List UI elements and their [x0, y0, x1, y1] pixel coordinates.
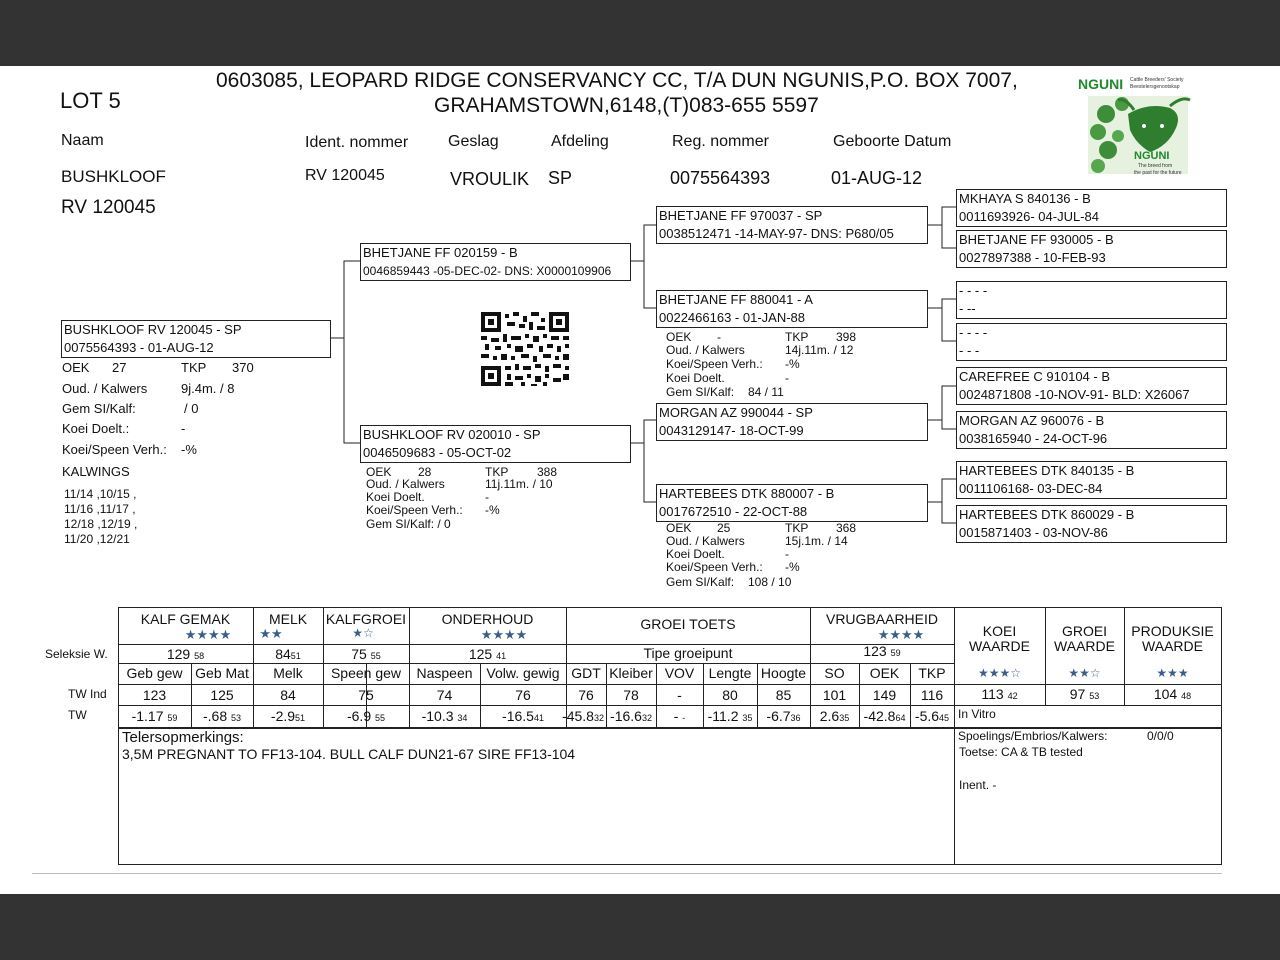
produksie-waarde-label-1: PRODUKSIE: [1131, 623, 1214, 639]
ss-name: BHETJANE FF 970037 - SP: [659, 208, 823, 223]
dam-oud: 11j.11m. / 10: [485, 477, 553, 491]
g4-name: BHETJANE FF 930005 - B: [959, 232, 1114, 247]
sd-oek-label: OEK: [666, 330, 692, 344]
twind-value: 85: [775, 687, 792, 703]
subject-name: BUSHKLOOF RV 120045 - SP: [64, 322, 242, 337]
g4-name: MKHAYA S 840136 - B: [959, 191, 1091, 206]
inent: Inent. -: [959, 778, 997, 792]
twind-value: 149: [872, 687, 897, 703]
group-onderhoud: ONDERHOUD: [441, 611, 534, 627]
g4-reg: 0015871403 - 03-NOV-86: [959, 525, 1108, 540]
remarks-label: Telersopmerkings:: [122, 729, 244, 746]
label-geslag: Geslag: [448, 133, 499, 150]
group-melk: MELK: [268, 611, 308, 627]
row-label-tw: TW: [68, 708, 87, 722]
dam-oek-label: OEK: [366, 465, 392, 479]
g4-reg: 0011106168- 03-DEC-84: [959, 481, 1103, 496]
g4-name: - - - -: [959, 283, 988, 298]
footer-divider: [32, 873, 1222, 874]
seleksie-melk: 8451: [275, 646, 301, 662]
dd-gem-label: Gem SI/Kalf:: [666, 575, 735, 589]
dam-reg: 0046509683 - 05-OCT-02: [363, 445, 512, 460]
sd-oud: 14j.11m. / 12: [785, 343, 854, 357]
breeder-line-2: GRAHAMSTOWN,6148,(T)083-655 5597: [434, 94, 819, 117]
sd-koei-label: Koei Doelt.: [666, 371, 725, 385]
pedigree-g4-box: [956, 367, 1227, 405]
dam-oud-label: Oud. / Kalwers: [366, 477, 445, 491]
pedigree-g4-box: [956, 505, 1227, 543]
sd-oek: -: [717, 330, 721, 344]
ds-name: MORGAN AZ 990044 - SP: [659, 405, 813, 420]
vrugbaarheid-stars: ★★★★: [877, 627, 925, 642]
pedigree-g4-box: [956, 411, 1227, 449]
in-vitro-label: In Vitro: [958, 707, 996, 721]
seleksie-onderhoud: 125 41: [468, 646, 507, 662]
pedigree-g4-box: [956, 281, 1227, 319]
subject-gem-label: Gem SI/Kalf:: [62, 401, 136, 416]
sire-reg: 0046859443 -05-DEC-02- DNS: X0000109906: [363, 264, 612, 278]
twind-value: 78: [623, 687, 639, 703]
seleksie-kalfgroei: 75 55: [351, 646, 381, 662]
seleksie-vrugbaarheid: 123 59: [863, 643, 901, 659]
pedigree-g4-box: [956, 323, 1227, 361]
dam-tkp: 388: [537, 465, 558, 479]
label-naam: Naam: [61, 132, 104, 149]
dam-name: BUSHKLOOF RV 020010 - SP: [363, 427, 541, 442]
group-kalfgroei: KALFGROEI: [325, 611, 407, 627]
groei-waarde-label-1: GROEI: [1061, 623, 1108, 639]
animal-geslag: VROULIK: [450, 169, 530, 189]
tw-value: -5.645: [914, 708, 950, 724]
subject-tkp-label: TKP: [181, 360, 207, 375]
g4-name: - - - -: [959, 325, 988, 340]
tw-value: -6.9 55: [346, 708, 386, 724]
tw-value: -2.951: [270, 708, 306, 724]
dd-oud-label: Oud. / Kalwers: [666, 534, 745, 548]
col-so: SO: [824, 665, 845, 681]
dd-oud: 15j.1m. / 14: [785, 534, 848, 548]
col-hoogte: Hoogte: [760, 665, 807, 681]
subject-oek-label: OEK: [62, 360, 90, 375]
col-volw-gewig: Volw. gewig: [486, 665, 560, 681]
tipe-groeipunt: Tipe groeipunt: [643, 645, 733, 661]
pedigree-sire-box: [360, 243, 631, 281]
col-geb-mat: Geb Mat: [195, 665, 249, 681]
dam-koei: -: [485, 490, 489, 504]
twind-produksie-waarde: 104 48: [1153, 686, 1192, 702]
label-afdeling: Afdeling: [551, 133, 609, 150]
toetse: Toetse: CA & TB tested: [959, 745, 1083, 759]
twind-value: 101: [822, 687, 847, 703]
subject-oud-label: Oud. / Kalwers: [62, 381, 148, 396]
sd-oud-label: Oud. / Kalwers: [666, 343, 745, 357]
dam-speen-label: Koei/Speen Verh.:: [366, 503, 463, 517]
pedigree-dd-box: [656, 484, 928, 522]
twind-groei-waarde: 97 53: [1069, 686, 1100, 702]
col-lengte: Lengte: [708, 665, 752, 681]
col-gdt: GDT: [571, 665, 601, 681]
g4-reg: 0027897388 - 10-FEB-93: [959, 250, 1106, 265]
twind-value: 116: [920, 687, 944, 703]
dd-speen-label: Koei/Speen Verh.:: [666, 560, 763, 574]
koei-waarde-stars: ★★★☆: [977, 666, 1022, 680]
koei-waarde-label-2: WAARDE: [969, 638, 1030, 654]
g4-reg: 0038165940 - 24-OCT-96: [959, 431, 1108, 446]
pedigree-subject-box: [61, 320, 331, 358]
logo-tagline-2: the past for the future: [1134, 170, 1182, 176]
sd-gem: 84 / 11: [748, 385, 784, 399]
tw-value: -11.2 35: [707, 708, 753, 724]
tw-value: -6.736: [766, 708, 801, 724]
remarks-text: 3,5M PREGNANT TO FF13-104. BULL CALF DUN21-67 SIRE FF13-104: [122, 746, 576, 762]
col-vov: VOV: [664, 665, 695, 681]
twind-value: 76: [515, 687, 531, 703]
logo-tagline-1: The breed from: [1138, 163, 1173, 169]
kalwings-line: 11/14 ,10/15 ,: [64, 487, 137, 501]
dd-tkp-label: TKP: [785, 521, 809, 535]
seleksie-kalf-gemak: 129 58: [166, 646, 205, 662]
tw-value: -42.864: [863, 708, 906, 724]
sd-tkp: 398: [836, 330, 857, 344]
pedigree-g4-box: [956, 230, 1227, 268]
sd-name: BHETJANE FF 880041 - A: [659, 292, 813, 307]
col-geb-gew: Geb gew: [126, 665, 183, 681]
dd-name: HARTEBEES DTK 880007 - B: [659, 486, 835, 501]
animal-naam: BUSHKLOOF: [61, 167, 166, 186]
twind-value: -: [677, 687, 682, 703]
g4-name: HARTEBEES DTK 840135 - B: [959, 463, 1135, 478]
tw-value: -1.17 59: [131, 708, 178, 724]
tw-value: -.68 53: [202, 708, 242, 724]
pedigree-ss-box: [656, 206, 928, 244]
dd-tkp: 368: [836, 521, 857, 535]
sd-reg: 0022466163 - 01-JAN-88: [659, 310, 805, 325]
produksie-waarde-stars: ★★★: [1156, 666, 1189, 680]
col-speen-gew: Speen gew: [330, 665, 402, 681]
logo-name: NGUNI: [1078, 76, 1124, 92]
groei-waarde-label-2: WAARDE: [1054, 638, 1115, 654]
subject-koei-label: Koei Doelt.:: [62, 421, 130, 436]
kalwings-line: 12/18 ,12/19 ,: [64, 517, 138, 531]
subject-tkp: 370: [232, 360, 254, 375]
subject-speen: -%: [181, 442, 197, 457]
group-vrugbaarheid: VRUGBAARHEID: [825, 611, 939, 627]
onderhoud-stars: ★★★★: [480, 627, 528, 642]
animal-reg: 0075564393: [670, 168, 771, 188]
dam-gem: Gem SI/Kalf: / 0: [366, 517, 451, 531]
produksie-waarde-label-2: WAARDE: [1142, 638, 1203, 654]
dd-koei: -: [785, 547, 789, 561]
dd-gem: 108 / 10: [748, 575, 792, 589]
label-ident: Ident. nommer: [305, 134, 409, 151]
subject-koei: -: [181, 421, 186, 436]
animal-afdeling: SP: [548, 168, 573, 188]
sd-tkp-label: TKP: [785, 330, 809, 344]
dam-koei-label: Koei Doelt.: [366, 490, 425, 504]
col-tkp: TKP: [918, 665, 946, 681]
col-naspeen: Naspeen: [416, 665, 473, 681]
sd-gem-label: Gem SI/Kalf:: [666, 385, 735, 399]
spoelings-label: Spoelings/Embrios/Kalwers:: [958, 729, 1108, 743]
twind-value: 76: [578, 687, 594, 703]
kalf-gemak-stars: ★★★★: [184, 627, 232, 642]
twind-value: 84: [280, 687, 296, 703]
label-geboorte: Geboorte Datum: [833, 133, 952, 150]
g4-name: CAREFREE C 910104 - B: [959, 369, 1111, 384]
kalwings-line: 11/16 ,11/17 ,: [64, 502, 136, 516]
kalfgroei-stars: ★☆: [352, 626, 374, 640]
dam-tkp-label: TKP: [485, 465, 509, 479]
pedigree-sd-box: [656, 290, 928, 328]
subject-oud: 9j.4m. / 8: [181, 381, 235, 396]
subject-oek: 27: [112, 360, 127, 375]
dd-reg: 0017672510 - 22-OCT-88: [659, 504, 808, 519]
row-label-twind: TW Ind: [68, 687, 107, 701]
sire-name: BHETJANE FF 020159 - B: [363, 245, 518, 260]
animal-geboorte: 01-AUG-12: [831, 168, 923, 188]
g4-name: HARTEBEES DTK 860029 - B: [959, 507, 1135, 522]
twind-koei-waarde: 113 42: [981, 686, 1018, 702]
twind-value: 125: [210, 687, 234, 703]
kalwings-label: KALWINGS: [62, 464, 130, 479]
dd-speen: -%: [785, 560, 800, 574]
tw-value: -16.632: [610, 708, 652, 724]
lot-number: LOT 5: [60, 88, 121, 113]
g4-name: MORGAN AZ 960076 - B: [959, 413, 1105, 428]
g4-reg: 0011693926- 04-JUL-84: [959, 209, 1099, 224]
groei-waarde-stars: ★★☆: [1068, 666, 1101, 680]
pedigree-g4-box: [956, 189, 1227, 227]
sd-koei: -: [785, 371, 789, 385]
logo-society-2: Beestelersgenootskap: [1130, 84, 1180, 90]
subject-gem: / 0: [184, 401, 199, 416]
koei-waarde-label-1: KOEI: [982, 623, 1017, 639]
dd-oek: 25: [717, 521, 731, 535]
group-kalf-gemak: KALF GEMAK: [140, 611, 231, 627]
pedigree-dam-box: [360, 425, 631, 463]
subject-reg: 0075564393 - 01-AUG-12: [64, 340, 214, 355]
dam-oek: 28: [418, 465, 432, 479]
logo-society-1: Cattle Breeders' Society: [1130, 77, 1184, 83]
col-oek: OEK: [869, 665, 900, 681]
sd-speen-label: Koei/Speen Verh.:: [666, 357, 763, 371]
twind-value: 75: [358, 687, 374, 703]
kalwings-line: 11/20 ,12/21: [64, 532, 130, 546]
row-label-seleksie: Seleksie W.: [45, 647, 108, 661]
sd-speen: -%: [785, 357, 800, 371]
pedigree-ds-box: [656, 403, 928, 441]
animal-ident-large: RV 120045: [61, 197, 156, 218]
pedigree-g4-box: [956, 461, 1227, 499]
tw-value: 2.635: [819, 708, 850, 724]
g4-reg: - --: [959, 301, 976, 316]
g4-reg: 0024871808 -10-NOV-91- BLD: X26067: [959, 387, 1190, 402]
animal-ident: RV 120045: [305, 167, 385, 184]
dam-speen: -%: [485, 503, 500, 517]
subject-speen-label: Koei/Speen Verh.:: [62, 442, 167, 457]
logo-name-2: NGUNI: [1134, 150, 1170, 162]
twind-value: 123: [142, 687, 167, 703]
tw-value: - -: [673, 708, 686, 724]
label-reg: Reg. nommer: [672, 133, 769, 150]
qr-code: [481, 312, 569, 386]
tw-value: -45.832: [562, 708, 604, 724]
g4-reg: - - -: [959, 343, 980, 358]
col-melk: Melk: [273, 665, 303, 681]
tw-value: -16.541: [502, 708, 544, 724]
twind-value: 74: [436, 687, 453, 703]
twind-value: 80: [722, 687, 738, 703]
ss-reg: 0038512471 -14-MAY-97- DNS: P680/05: [659, 226, 894, 241]
group-groei-toets: GROEI TOETS: [640, 616, 736, 632]
ds-reg: 0043129147- 18-OCT-99: [659, 423, 804, 438]
spoelings-value: 0/0/0: [1147, 729, 1174, 743]
tw-value: -10.3 34: [421, 708, 468, 724]
breeder-line-1: 0603085, LEOPARD RIDGE CONSERVANCY CC, T/A DUN NGUNIS,P.O. BOX 7007,: [216, 69, 1018, 92]
dd-koei-label: Koei Doelt.: [666, 547, 725, 561]
col-kleiber: Kleiber: [609, 665, 653, 681]
melk-stars: ★★: [259, 626, 283, 641]
dd-oek-label: OEK: [666, 521, 692, 535]
